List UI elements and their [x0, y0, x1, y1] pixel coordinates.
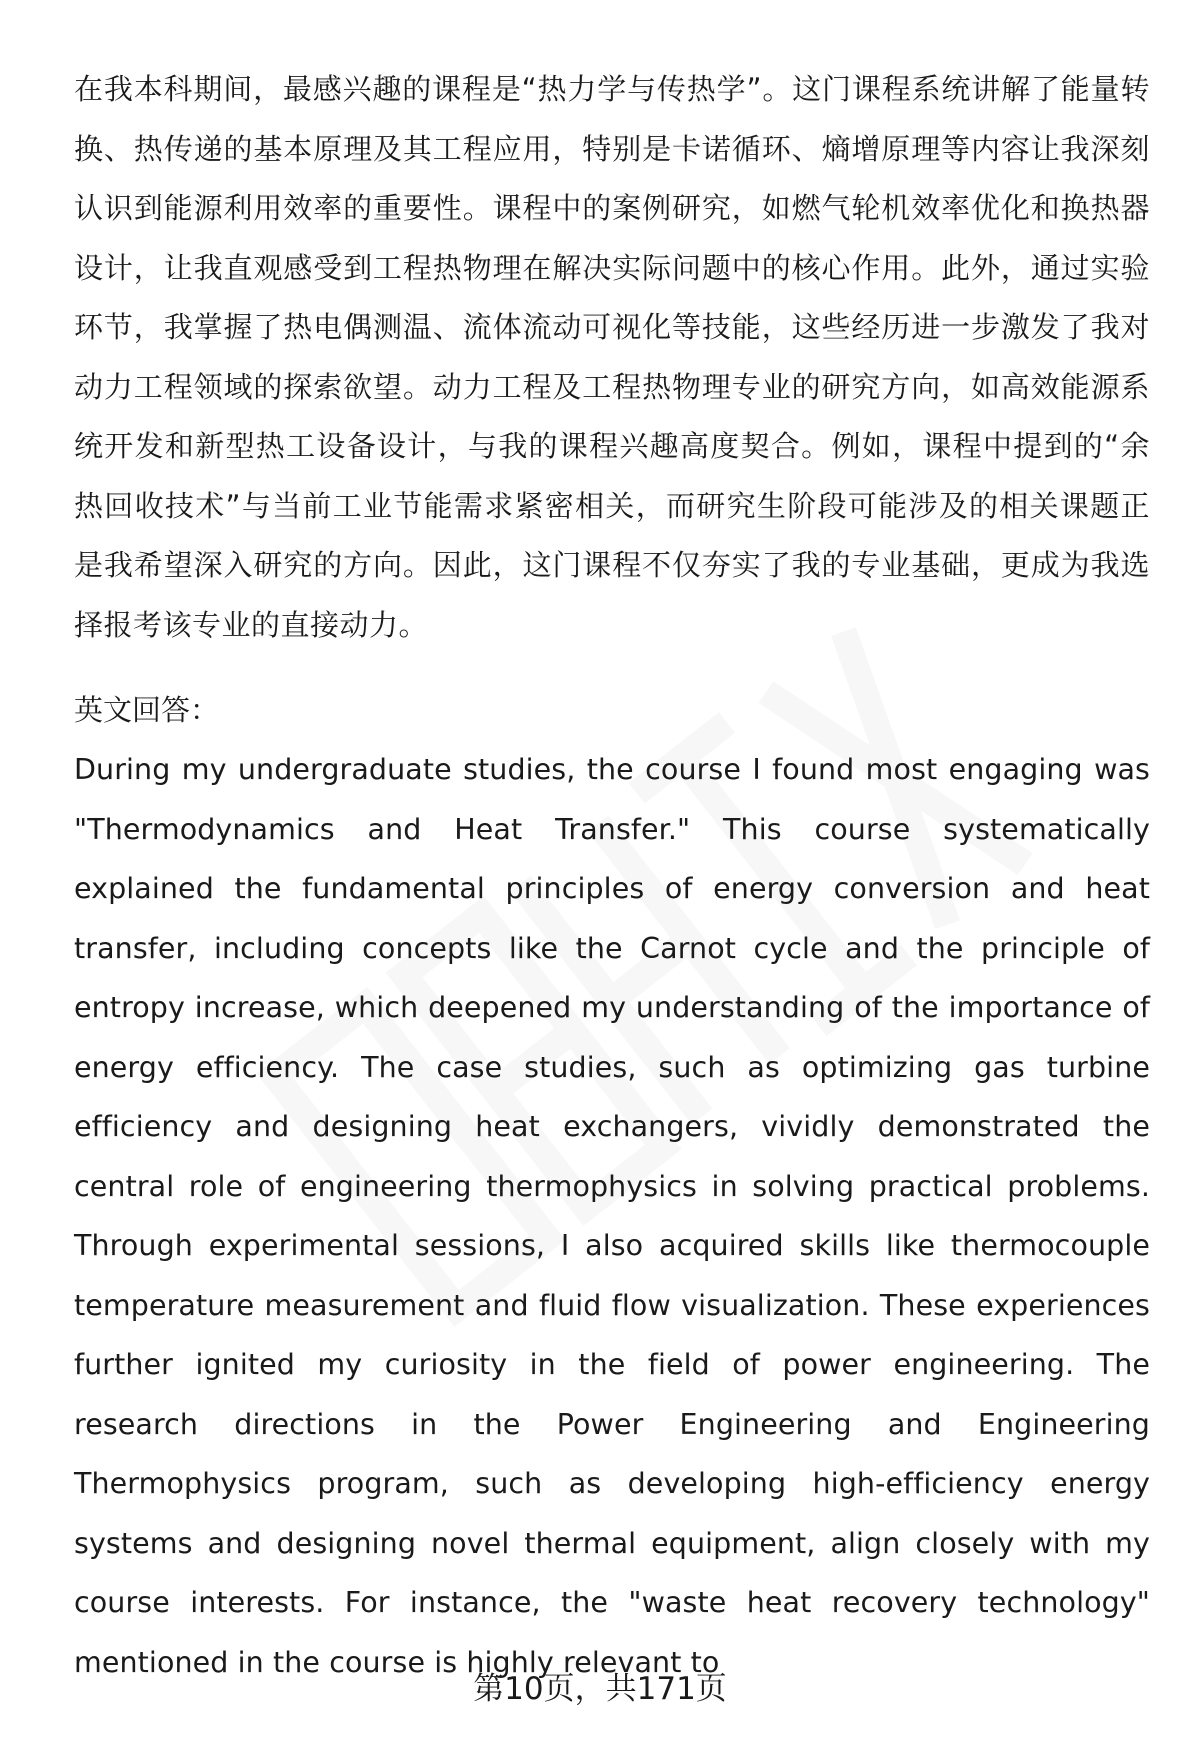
- page-number-footer: 第10页，共171页: [473, 1671, 727, 1707]
- chinese-answer-paragraph: 在我本科期间，最感兴趣的课程是“热力学与传热学”。这门课程系统讲解了能量转换、热传递的基本原理及其工程应用，特别是卡诺循环、熵增原理等内容让我深刻认识到能源利用效率的重要性。课程中的案例研究，如燃气轮机效率优化和换热器设计，让我直观感受到工程热物理在解决实际问题中的核心作用。此外，通过实验环节，我掌握了热电偶测温、流体流动可视化等技能，这些经历进一步激发了我对动力工程领域的探索欲望。动力工程及工程热物理专业的研究方向，如高效能源系统开发和新型热工设备设计，与我的课程兴趣高度契合。例如，课程中提到的“余热回收技术”与当前工业节能需求紧密相关，而研究生阶段可能涉及的相关课题正是我希望深入研究的方向。因此，这门课程不仅夯实了我的专业基础，更成为我选择报考该专业的直接动力。: [74, 72, 1150, 642]
- english-answer-label: 英文回答：: [74, 693, 220, 727]
- english-answer-paragraph: During my undergraduate studies, the course I found most engaging was "Thermodynamics and Heat Transfer." This course systematically explained the fundamental principles of energy conversion and heat transfer, including concepts like the Carnot cycle and the principle of entropy increase, which deepened my understanding of the importance of energy efficiency. The case studies, such as optimizing gas turbine efficiency and designing heat exchangers, vividly demonstrated the central role of engineering thermophysics in solving practical problems. Through experimental sessions, I also acquired skills like thermocouple temperature measurement and fluid flow visualization. These experiences further ignited my curiosity in the field of power engineering. The research directions in the Power Engineering and Engineering Thermophysics program, such as developing high-efficiency energy systems and designing novel thermal equipment, align closely with my course interests. For instance, the "waste heat recovery technology" mentioned in the course is highly relevant to: [74, 753, 1150, 1679]
- document-body: [74, 60, 1150, 1692]
